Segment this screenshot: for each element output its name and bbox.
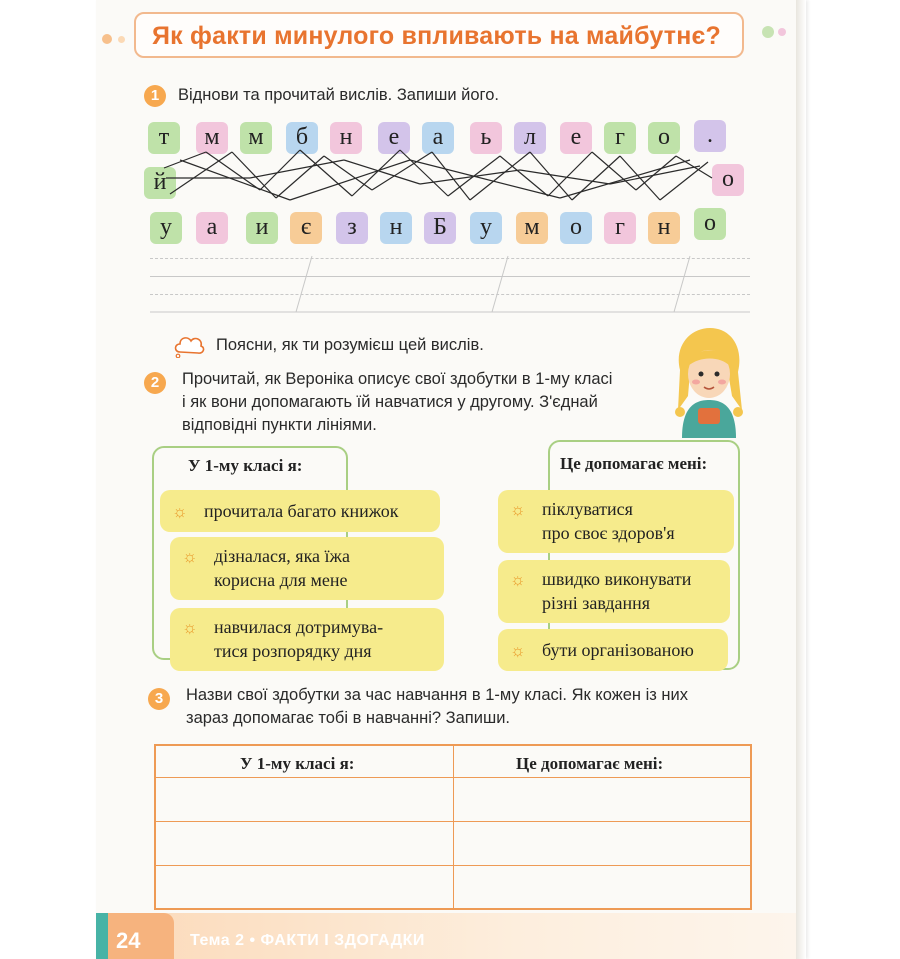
item-text: про своє здоров'я xyxy=(542,523,675,543)
sun-icon: ☼ xyxy=(182,547,198,566)
task-3-line-1: Назви свої здобутки за час навчання в 1-му класі. Як кожен із них xyxy=(186,686,688,704)
table-header-col-1: У 1-му класі я: xyxy=(240,754,355,773)
letter-tile: г xyxy=(604,122,636,154)
letter-tile: м xyxy=(196,122,228,154)
letter-tile: м xyxy=(240,122,272,154)
sun-icon: ☼ xyxy=(182,618,198,637)
letter-tile: и xyxy=(246,212,278,244)
letter-tile: а xyxy=(422,122,454,154)
item-text: бути організованою xyxy=(542,640,694,660)
letter-tile: н xyxy=(380,212,412,244)
letter-tile: л xyxy=(514,122,546,154)
table-divider xyxy=(453,746,454,908)
left-item-2[interactable] xyxy=(170,537,444,600)
letter-tile: а xyxy=(196,212,228,244)
item-text: корисна для мене xyxy=(214,570,348,590)
left-item-3[interactable] xyxy=(170,608,444,671)
task-number-1: 1 xyxy=(144,85,166,107)
item-text: тися розпорядку дня xyxy=(214,641,372,661)
right-item-3[interactable] xyxy=(498,629,728,671)
letter-tile: . xyxy=(694,120,726,152)
task-number-2: 2 xyxy=(144,372,166,394)
left-item-1[interactable] xyxy=(160,490,440,532)
girl-illustration xyxy=(668,326,750,438)
letter-tile: Б xyxy=(424,212,456,244)
explain-text: Поясни, як ти розумієш цей вислів. xyxy=(216,336,484,354)
page-title: Як факти минулого впливають на майбутнє? xyxy=(152,22,722,50)
table-row-line xyxy=(156,865,750,866)
letter-tile: у xyxy=(470,212,502,244)
letter-tile: г xyxy=(604,212,636,244)
answer-table xyxy=(154,744,752,910)
letter-tile: о xyxy=(560,212,592,244)
letter-tile: е xyxy=(560,122,592,154)
right-item-2[interactable] xyxy=(498,560,730,623)
left-column-header: У 1-му класі я: xyxy=(188,456,303,475)
letter-tile: є xyxy=(290,212,322,244)
letter-tile: н xyxy=(330,122,362,154)
footer-edge xyxy=(96,913,108,959)
letter-tile: у xyxy=(150,212,182,244)
task-2-line-3: відповідні пункти лініями. xyxy=(182,416,377,434)
task-2-line-1: Прочитай, як Вероніка описує свої здобутки в 1-му класі xyxy=(182,370,613,388)
sun-icon: ☼ xyxy=(172,502,188,521)
letter-tile: м xyxy=(516,212,548,244)
letter-tile: о xyxy=(712,164,744,196)
letter-tile: т xyxy=(148,122,180,154)
sun-icon: ☼ xyxy=(510,500,526,519)
sun-icon: ☼ xyxy=(510,641,526,660)
letter-tile: е xyxy=(378,122,410,154)
table-row-line xyxy=(156,821,750,822)
item-text: прочитала багато книжок xyxy=(204,501,399,521)
task-2-line-2: і як вони допомагають їй навчатися у другому. З'єднай xyxy=(182,393,598,411)
letter-tile: ь xyxy=(470,122,502,154)
item-text: швидко виконувати xyxy=(542,569,692,589)
letter-tile: б xyxy=(286,122,318,154)
table-header-col-2: Це допомагає мені: xyxy=(516,754,664,773)
right-column-header: Це допомагає мені: xyxy=(560,454,708,473)
letter-tile: н xyxy=(648,212,680,244)
item-text: різні завдання xyxy=(542,593,651,613)
table-row-line xyxy=(156,777,750,778)
right-item-1[interactable] xyxy=(498,490,734,553)
task-3-line-2: зараз допомагає тобі в навчанні? Запиши. xyxy=(186,709,510,727)
letter-tile: й xyxy=(144,167,176,199)
item-text: піклуватися xyxy=(542,499,633,519)
page-number: 24 xyxy=(116,928,141,953)
letter-tile: о xyxy=(648,122,680,154)
letter-tile: о xyxy=(694,208,726,240)
item-text: дізналася, яка їжа xyxy=(214,546,350,566)
letter-tile: з xyxy=(336,212,368,244)
thought-cloud-icon xyxy=(172,332,206,358)
footer-topic: Тема 2 • ФАКТИ І ЗДОГАДКИ xyxy=(190,932,425,949)
sun-icon: ☼ xyxy=(510,570,526,589)
task-1-text: Віднови та прочитай вислів. Запиши його. xyxy=(178,86,499,104)
item-text: навчилася дотримува- xyxy=(214,617,384,637)
task-number-3: 3 xyxy=(148,688,170,710)
